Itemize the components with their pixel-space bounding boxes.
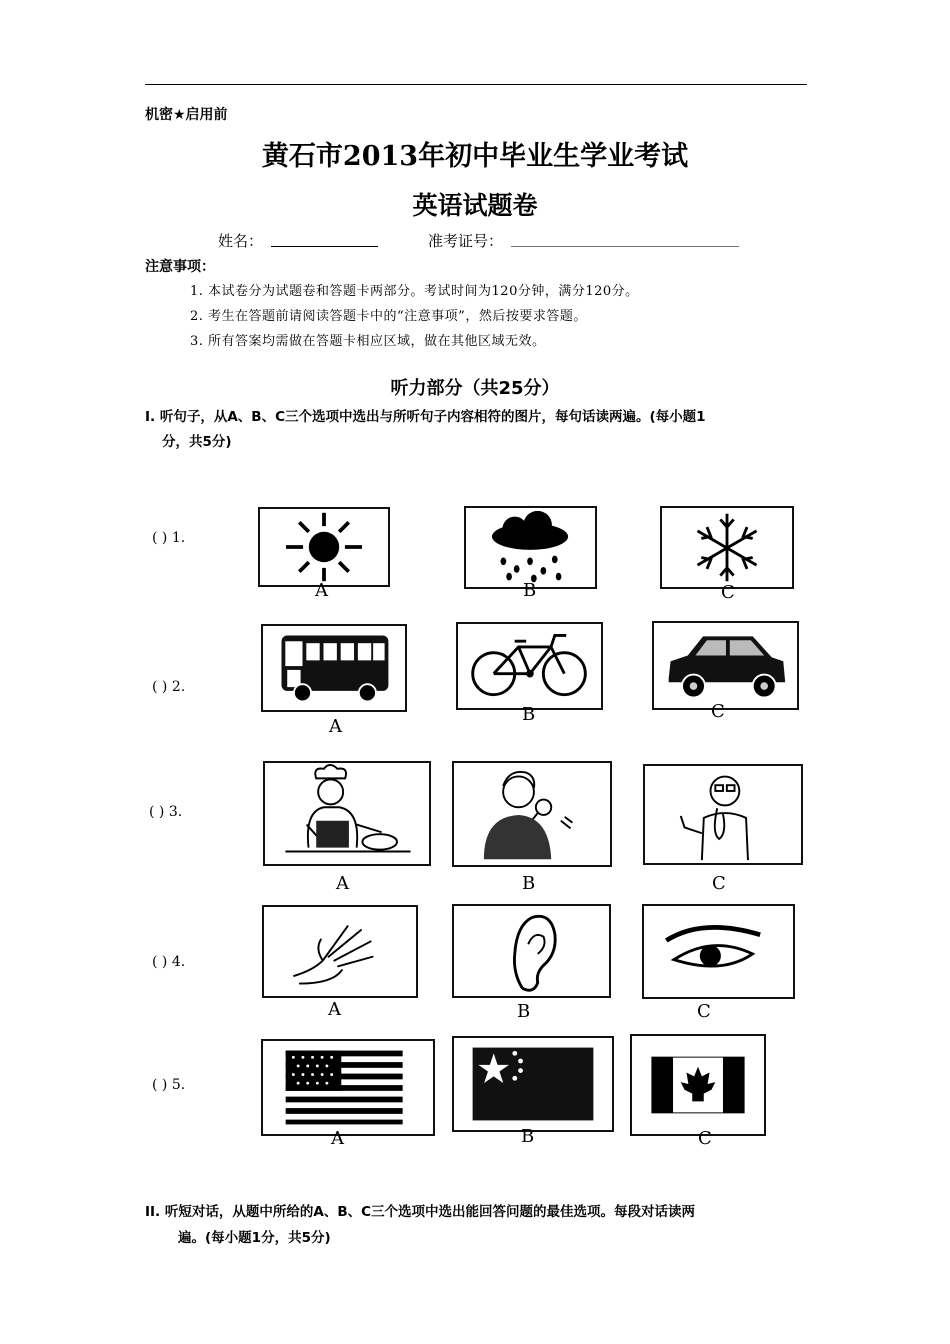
option-letter: A bbox=[329, 716, 342, 737]
part1-instruction-cont: 分，共5分) bbox=[162, 434, 232, 450]
confidential-label: 机密★启用前 bbox=[145, 107, 228, 123]
notice-item: 2. 考生在答题前请阅读答题卡中的“注意事项”，然后按要求答题。 bbox=[190, 309, 587, 324]
usa-flag-icon bbox=[263, 1041, 433, 1134]
option-5c[interactable] bbox=[630, 1034, 766, 1136]
notice-item: 1. 本试卷分为试题卷和答题卡两部分。考试时间为120分钟，满分120分。 bbox=[190, 284, 639, 299]
rain-cloud-icon bbox=[466, 508, 595, 587]
option-letter: B bbox=[521, 1126, 535, 1147]
hand-icon bbox=[264, 907, 416, 996]
option-letter: A bbox=[328, 999, 341, 1020]
option-3a[interactable] bbox=[263, 761, 431, 866]
china-flag-icon bbox=[454, 1038, 612, 1130]
question-1-label[interactable]: ( ) 1. bbox=[152, 530, 186, 546]
option-letter: A bbox=[336, 873, 349, 894]
question-2-label[interactable]: ( ) 2. bbox=[152, 679, 186, 695]
exam-subtitle: 英语试题卷 bbox=[412, 191, 538, 220]
option-1c[interactable] bbox=[660, 506, 794, 589]
sun-icon bbox=[260, 509, 388, 585]
option-letter: B bbox=[522, 873, 536, 894]
notice-heading: 注意事项： bbox=[145, 259, 215, 275]
option-letter: B bbox=[523, 580, 537, 601]
option-1a[interactable] bbox=[258, 507, 390, 587]
option-5b[interactable] bbox=[452, 1036, 614, 1132]
part2-instruction-cont: 遍。(每小题1分，共5分) bbox=[178, 1230, 331, 1246]
option-1b[interactable] bbox=[464, 506, 597, 589]
exam-id-label: 准考证号： bbox=[428, 232, 504, 250]
exam-id-field[interactable] bbox=[511, 246, 739, 247]
option-letter: C bbox=[698, 1128, 712, 1149]
ear-icon bbox=[454, 906, 609, 996]
option-letter: C bbox=[721, 582, 735, 603]
name-label: 姓名： bbox=[218, 232, 264, 250]
cook-icon bbox=[265, 763, 429, 864]
option-letter: B bbox=[517, 1001, 531, 1022]
option-2a[interactable] bbox=[261, 624, 407, 712]
option-4c[interactable] bbox=[642, 904, 795, 999]
option-letter: A bbox=[331, 1128, 344, 1149]
question-3-label[interactable]: ( ) 3. bbox=[149, 804, 183, 820]
option-3c[interactable] bbox=[643, 764, 803, 865]
option-letter: C bbox=[711, 701, 725, 722]
top-rule bbox=[145, 84, 807, 85]
listening-section-title: 听力部分（共25分） bbox=[390, 378, 560, 399]
option-letter: C bbox=[697, 1001, 711, 1022]
eye-icon bbox=[644, 906, 793, 997]
option-2b[interactable] bbox=[456, 622, 603, 710]
option-letter: A bbox=[315, 580, 328, 601]
option-4b[interactable] bbox=[452, 904, 611, 998]
question-4-label[interactable]: ( ) 4. bbox=[152, 954, 186, 970]
snowflake-icon bbox=[662, 508, 792, 587]
doctor-icon bbox=[645, 766, 801, 863]
option-5a[interactable] bbox=[261, 1039, 435, 1136]
option-2c[interactable] bbox=[652, 621, 799, 710]
part1-instruction: I. 听句子，从A、B、C三个选项中选出与所听句子内容相符的图片，每句话读两遍。(每小题1 bbox=[145, 409, 706, 425]
detective-icon bbox=[454, 763, 610, 865]
question-5-label[interactable]: ( ) 5. bbox=[152, 1077, 186, 1093]
option-letter: B bbox=[522, 704, 536, 725]
part2-instruction: II. 听短对话，从题中所给的A、B、C三个选项中选出能回答问题的最佳选项。每段对话读两 bbox=[145, 1204, 696, 1220]
name-field[interactable] bbox=[271, 246, 378, 247]
bus-icon bbox=[263, 626, 405, 710]
notice-item: 3. 所有答案均需做在答题卡相应区域，做在其他区域无效。 bbox=[190, 334, 546, 349]
car-icon bbox=[654, 623, 797, 708]
canada-flag-icon bbox=[632, 1036, 764, 1134]
option-3b[interactable] bbox=[452, 761, 612, 867]
option-letter: C bbox=[712, 873, 726, 894]
exam-title: 黄石市2013年初中毕业生学业考试 bbox=[261, 141, 689, 172]
bicycle-icon bbox=[458, 624, 601, 708]
option-4a[interactable] bbox=[262, 905, 418, 998]
